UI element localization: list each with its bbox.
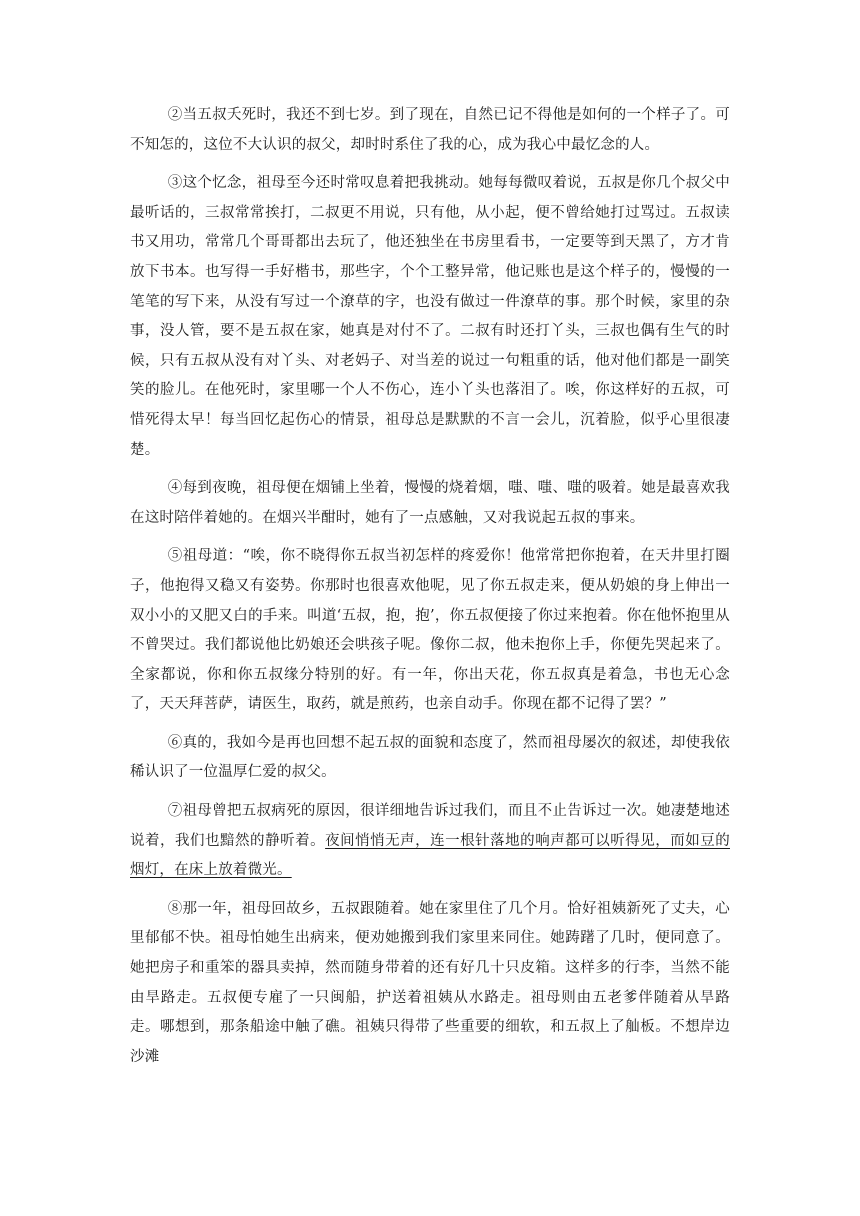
paragraph-2-text: ②当五叔夭死时，我还不到七岁。到了现在，自然已记不得他是如何的一个样子了。可不知怎的，这位不大认识的叔父，却时时系住了我的心，成为我心中最忆念的人。: [130, 107, 730, 153]
paragraph-6-text: ⑥真的，我如今是再也回想不起五叔的面貌和态度了，然而祖母屡次的叙述，却使我依稀认识了一位温厚仁爱的叔父。: [130, 734, 730, 781]
paragraph-7-underlined-sentence: 夜间悄悄无声，连一根针落地的响声都可以听得见，而如豆的烟灯，在床上放着微光。: [130, 832, 730, 879]
paragraph-4-text: ④每到夜晚，祖母便在烟铺上坐着，慢慢的烧着烟，嗤、嗤、嗤的吸着。她是最喜欢我在这时陪伴着她的。在烟兴半酣时，她有了一点感触，又对我说起五叔的事来。: [130, 480, 730, 526]
paragraph-4: [130, 474, 730, 533]
paragraph-8: [130, 895, 730, 1073]
paragraph-8-text: ⑧那一年，祖母回故乡，五叔跟随着。她在家里住了几个月。恰好祖姨新死了丈夫，心里郁郁不快。祖母怕她生出病来，便劝她搬到我们家里来同住。她踌躇了几时，便同意了。她把房子和重笨的器具卖掉，然而随身带着的还有好几十只皮箱。这样多的行李，当然不能由旱路走。五叔便专雇了一只闽船，护送着祖姨从水路走。祖母则由五老爹伴随着从旱路走。哪想到，那条船途中触了礁。祖姨只得带了些重要的细软，和五叔上了舢板。不想岸边沙滩: [130, 900, 730, 1065]
paragraph-7: [130, 797, 730, 886]
document-page: [130, 101, 730, 1081]
paragraph-5-text: ⑤祖母道：“唉，你不晓得你五叔当初怎样的疼爱你！他常常把你抱着，在天井里打圈子，他抱得又稳又有姿势。你那时也很喜欢他呢，见了你五叔走来，便从奶娘的身上伸出一双小小的又肥又白的手来。叫道‘五叔，抱，抱’，你五叔便接了你过来抱着。你在他怀抱里从不曾哭过。我们都说他比奶娘还会哄孩子呢。像你二叔，他未抱你上手，你便先哭起来了。全家都说，你和你五叔缘分特别的好。有一年，你出天花，你五叔真是着急，书也无心念了，天天拜菩萨，请医生，取药，就是煎药，也亲自动手。你现在都不记得了罢？”: [130, 548, 730, 713]
paragraph-3-text: ③这个忆念，祖母至今还时常叹息着把我挑动。她每每微叹着说，五叔是你几个叔父中最听话的，三叔常常挨打，二叔更不用说，只有他，从小起，便不曾给她打过骂过。五叔读书又用功，常常几个哥哥都出去玩了，他还独坐在书房里看书，一定要等到天黑了，方才肯放下书本。也写得一手好楷书，那些字，个个工整异常，他记账也是这个样子的，慢慢的一笔笔的写下来，从没有写过一个潦草的字，也没有做过一件潦草的事。那个时候，家里的杂事，没人管，要不是五叔在家，她真是对付不了。二叔有时还打丫头，三叔也偶有生气的时候，只有五叔从没有对丫头、对老妈子、对当差的说过一句粗重的话，他对他们都是一副笑笑的脸儿。在他死时，家里哪一个人不伤心，连小丫头也落泪了。唉，你这样好的五叔，可惜死得太早！每当回忆起伤心的情景，祖母总是默默的不言一会儿，沉着脸，似乎心里很凄楚。: [130, 175, 730, 458]
paragraph-5: [130, 542, 730, 720]
paragraph-6: [130, 729, 730, 788]
paragraph-2: [130, 101, 730, 160]
paragraph-7-text: ⑦祖母曾把五叔病死的原因，很详细地告诉过我们，而且不止告诉过一次。她凄楚地述说着，我们也黯然的静听着。: [130, 803, 730, 849]
paragraph-3: [130, 169, 730, 465]
